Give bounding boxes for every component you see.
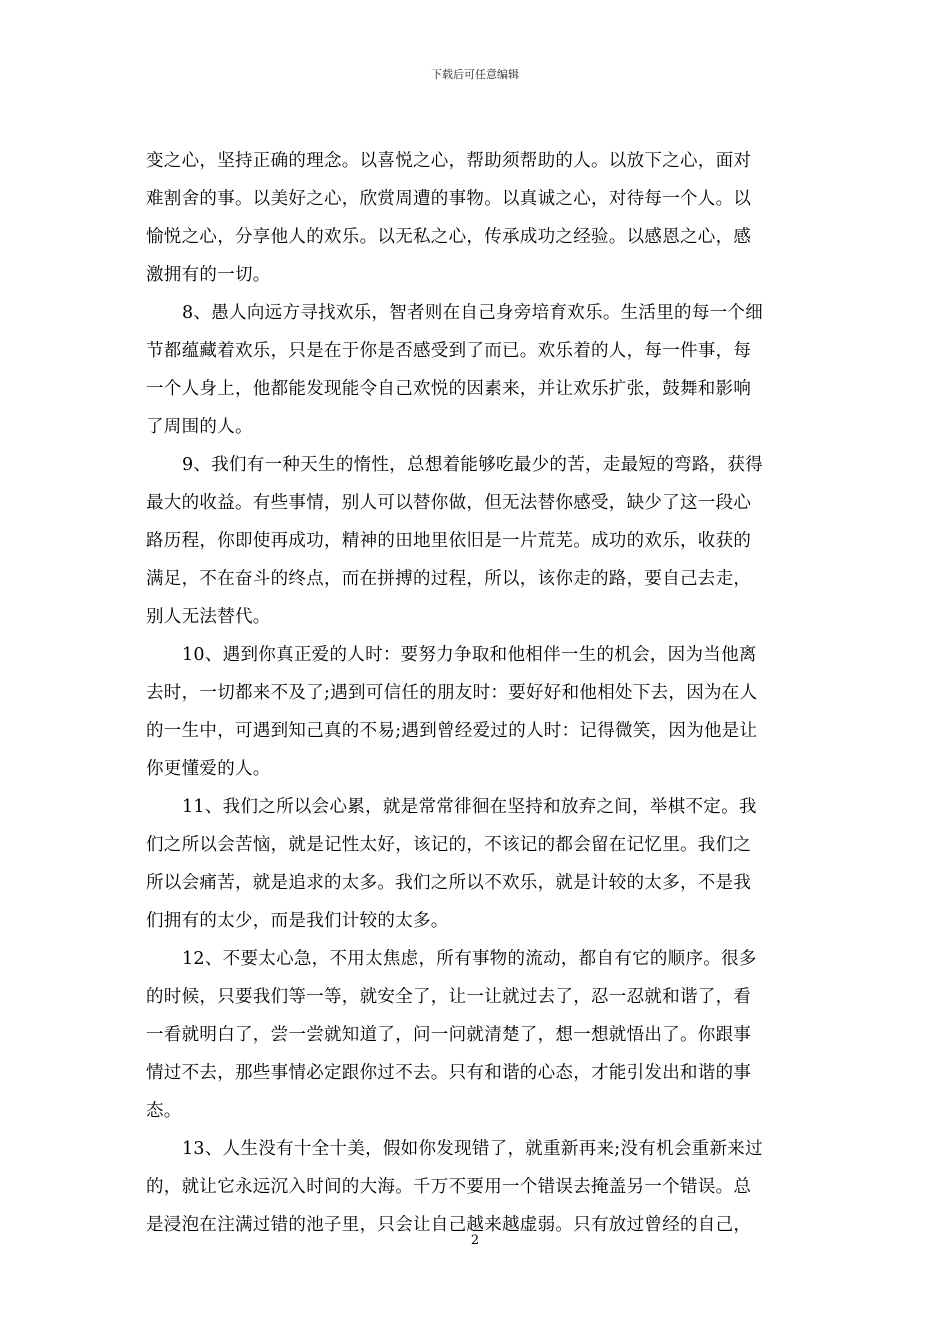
text-line: 13、人生没有十全十美，假如你发现错了，就重新再来;没有机会重新来过 xyxy=(182,1138,763,1159)
text-line: 9、我们有一种天生的惰性，总想着能够吃最少的苦，走最短的弯路，获得 xyxy=(182,454,764,475)
text-line: 们之所以会苦恼，就是记性太好，该记的，不该记的都会留在记忆里。我们之 xyxy=(146,834,752,855)
text-line: 情过不去，那些事情必定跟你过不去。只有和谐的心态，才能引发出和谐的事 xyxy=(146,1062,752,1083)
text-line: 10、遇到你真正爱的人时：要努力争取和他相伴一生的机会，因为当他离 xyxy=(182,644,757,665)
page-number: 2 xyxy=(470,1233,480,1248)
text-line: 的时候，只要我们等一等，就安全了，让一让就过去了，忍一忍就和谐了，看 xyxy=(146,986,752,1007)
text-line: 态。 xyxy=(146,1100,182,1121)
text-line: 难割舍的事。以美好之心，欣赏周遭的事物。以真诚之心，对待每一个人。以 xyxy=(146,188,752,209)
text-line: 路历程，你即使再成功，精神的田地里依旧是一片荒芜。成功的欢乐，收获的 xyxy=(146,530,752,551)
text-line: 12、不要太心急，不用太焦虑，所有事物的流动，都自有它的顺序。很多 xyxy=(182,948,757,969)
text-line: 节都蕴藏着欢乐，只是在于你是否感受到了而已。欢乐着的人，每一件事，每 xyxy=(146,340,752,361)
text-line: 激拥有的一切。 xyxy=(146,264,271,285)
text-line: 去时，一切都来不及了;遇到可信任的朋友时：要好好和他相处下去，因为在人 xyxy=(146,682,758,703)
text-line: 了周围的人。 xyxy=(146,416,253,437)
text-line: 8、愚人向远方寻找欢乐，智者则在自己身旁培育欢乐。生活里的每一个细 xyxy=(182,302,764,323)
text-line: 是浸泡在注满过错的池子里，只会让自己越来越虚弱。只有放过曾经的自己， xyxy=(146,1214,752,1235)
text-line: 们拥有的太少，而是我们计较的太多。 xyxy=(146,910,449,931)
page-header: 下载后可任意编辑 xyxy=(431,68,519,81)
text-line: 一个人身上，他都能发现能令自己欢悦的因素来，并让欢乐扩张，鼓舞和影响 xyxy=(146,378,752,399)
text-line: 愉悦之心，分享他人的欢乐。以无私之心，传承成功之经验。以感恩之心，感 xyxy=(146,226,752,247)
text-line: 的，就让它永远沉入时间的大海。千万不要用一个错误去掩盖另一个错误。总 xyxy=(146,1176,752,1197)
text-line: 最大的收益。有些事情，别人可以替你做，但无法替你感受，缺少了这一段心 xyxy=(146,492,752,513)
text-line: 别人无法替代。 xyxy=(146,606,271,627)
text-line: 的一生中，可遇到知己真的不易;遇到曾经爱过的人时：记得微笑，因为他是让 xyxy=(146,720,758,741)
text-line: 你更懂爱的人。 xyxy=(146,758,271,779)
text-line: 变之心，坚持正确的理念。以喜悦之心，帮助须帮助的人。以放下之心，面对 xyxy=(146,151,752,171)
text-line: 11、我们之所以会心累，就是常常徘徊在坚持和放弃之间，举棋不定。我 xyxy=(182,796,757,817)
text-line: 满足，不在奋斗的终点，而在拼搏的过程，所以，该你走的路，要自己去走， xyxy=(146,568,752,589)
text-line: 一看就明白了，尝一尝就知道了，问一问就清楚了，想一想就悟出了。你跟事 xyxy=(146,1024,752,1045)
text-line: 所以会痛苦，就是追求的太多。我们之所以不欢乐，就是计较的太多，不是我 xyxy=(146,872,752,893)
